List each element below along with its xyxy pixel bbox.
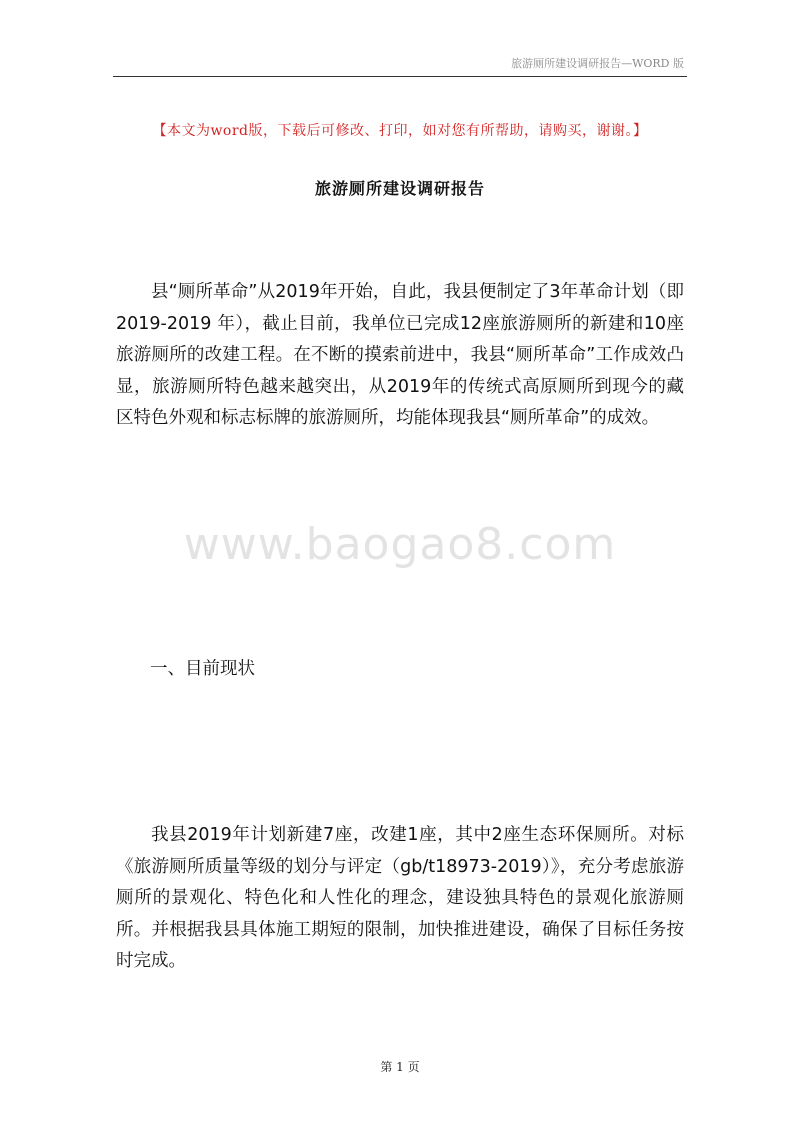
section-heading: 一、目前现状: [150, 659, 255, 679]
watermark: www.baogao8.com: [183, 519, 617, 570]
document-title: 旅游厕所建设调研报告: [314, 179, 485, 198]
page-number: 第 1 页: [380, 1060, 420, 1074]
download-notice: 【本文为word版，下载后可修改、打印，如对您有所帮助，请购买，谢谢。】: [152, 123, 648, 139]
header-divider: [113, 76, 687, 77]
running-header: 旅游厕所建设调研报告—WORD 版: [511, 57, 684, 70]
intro-paragraph: 县“厕所革命”从2019年开始，自此，我县便制定了3年革命计划（即 2019-2019 年），截止目前，我单位已完成12座旅游厕所的新建和10座旅游厕所的改建工程。在不断的摸索前进中，我县“厕所革命”工作成效凸显，旅游厕所特色越来越突出，从2019年的传统式高原厕所到现今的藏区特色外观和标志标牌的旅游厕所，均能体现我县“厕所革命”的成效。: [116, 282, 684, 428]
status-paragraph: 我县2019年计划新建7座，改建1座，其中2座生态环保厕所。对标《旅游厕所质量等级的划分与评定（gb/t18973-2019）》，充分考虑旅游厕所的景观化、特色化和人性化的理念，建设独具特色的景观化旅游厕所。并根据我县具体施工期短的限制，加快推进建设，确保了目标任务按时完成。: [116, 825, 684, 971]
